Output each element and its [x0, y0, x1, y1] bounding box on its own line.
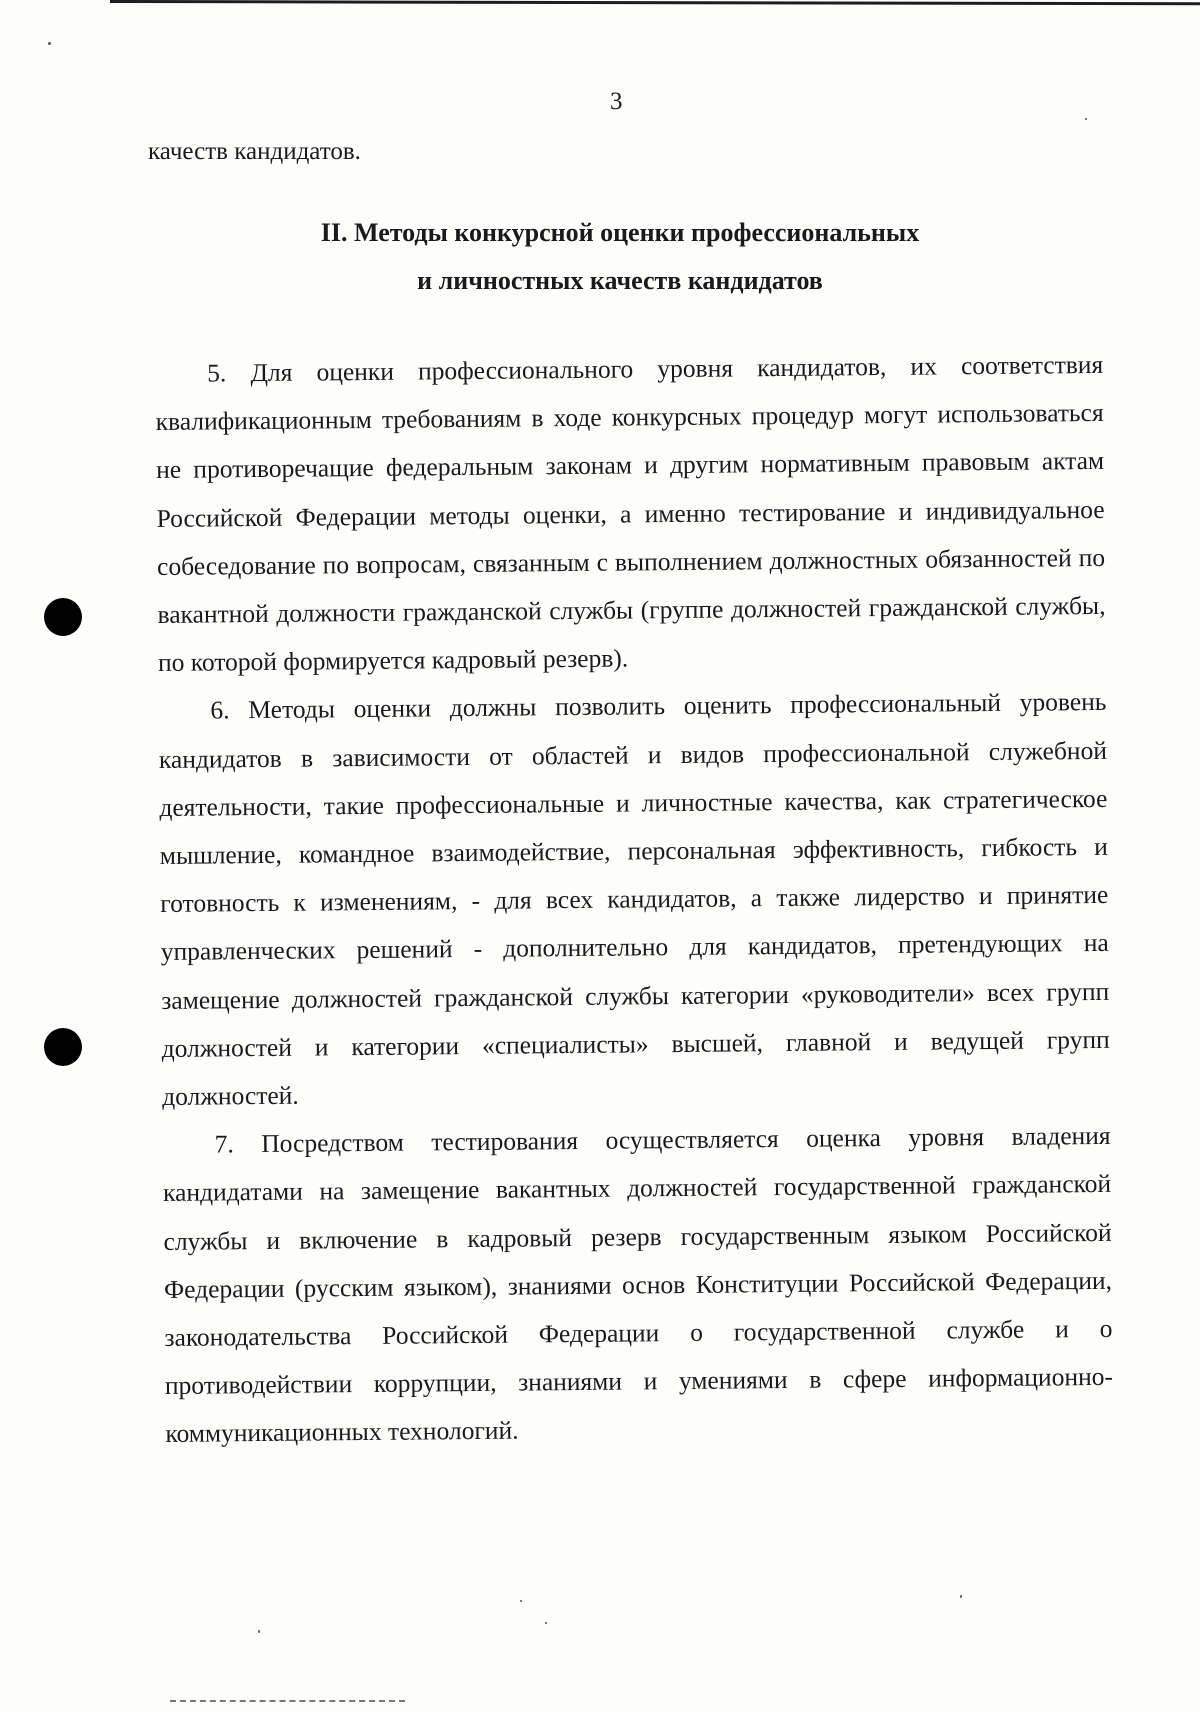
scan-speck	[520, 1600, 522, 1602]
scan-top-edge	[110, 0, 1200, 5]
scan-speck	[1085, 118, 1087, 120]
paragraph-5: 5. Для оценки профессионального уровня кандидатов, их соответствия квалификационным требованиям в ходе конкурсных процедур могут использоваться не противоречащие федеральным законам и другим нормативным правовым актам Российской Федерации методы оценки, а именно тестирование и индивидуальное собеседование по вопросам, связанным с выполнением должностных обязанностей по вакантной должности гражданской службы (группе должностей гражданской службы, по которой формируется кадровый резерв).	[155, 349, 1106, 678]
scan-bottom-mark	[170, 1700, 405, 1704]
section-body	[155, 341, 1114, 1459]
punch-hole-icon	[44, 1028, 82, 1066]
paragraph-6: 6. Методы оценки должны позволить оценить профессиональный уровень кандидатов в зависимости от областей и видов профессиональной служебной деятельности, такие профессиональные и личностные качества, как стратегическое мышление, командное взаимодействие, персональная эффективность, гибкость и готовность к изменениям, - для всех кандидатов, а также лидерство и принятие управленческих решений - дополнительно для кандидатов, претендующих на замещение должностей гражданской службы категории «руководители» всех групп должностей и категории «специалисты» высшей, главной и ведущей групп должностей.	[158, 687, 1110, 1112]
scan-speck	[960, 1595, 962, 1598]
scan-speck	[48, 42, 51, 45]
paragraph-7: 7. Посредством тестирования осуществляется оценка уровня владения кандидатами на замещение вакантных должностей государственной гражданской службы и включение в кадровый резерв государственным языком Российской Федерации (русским языком), знаниями основ Конституции Российской Федерации, законодательства Российской Федерации о государственной службе и о противодействии коррупции, знаниями и умениями в сфере информационно-коммуникационных технологий.	[162, 1121, 1114, 1449]
punch-hole-icon	[44, 598, 82, 636]
page-number: 3	[610, 88, 623, 115]
section-title-line-1: II. Методы конкурсной оценки профессиональных	[320, 218, 920, 247]
carry-over-text: качеств кандидатов.	[148, 138, 361, 165]
section-title-line-2: и личностных качеств кандидатов	[417, 266, 823, 295]
scan-speck	[258, 1630, 260, 1633]
scan-speck	[545, 1622, 547, 1624]
